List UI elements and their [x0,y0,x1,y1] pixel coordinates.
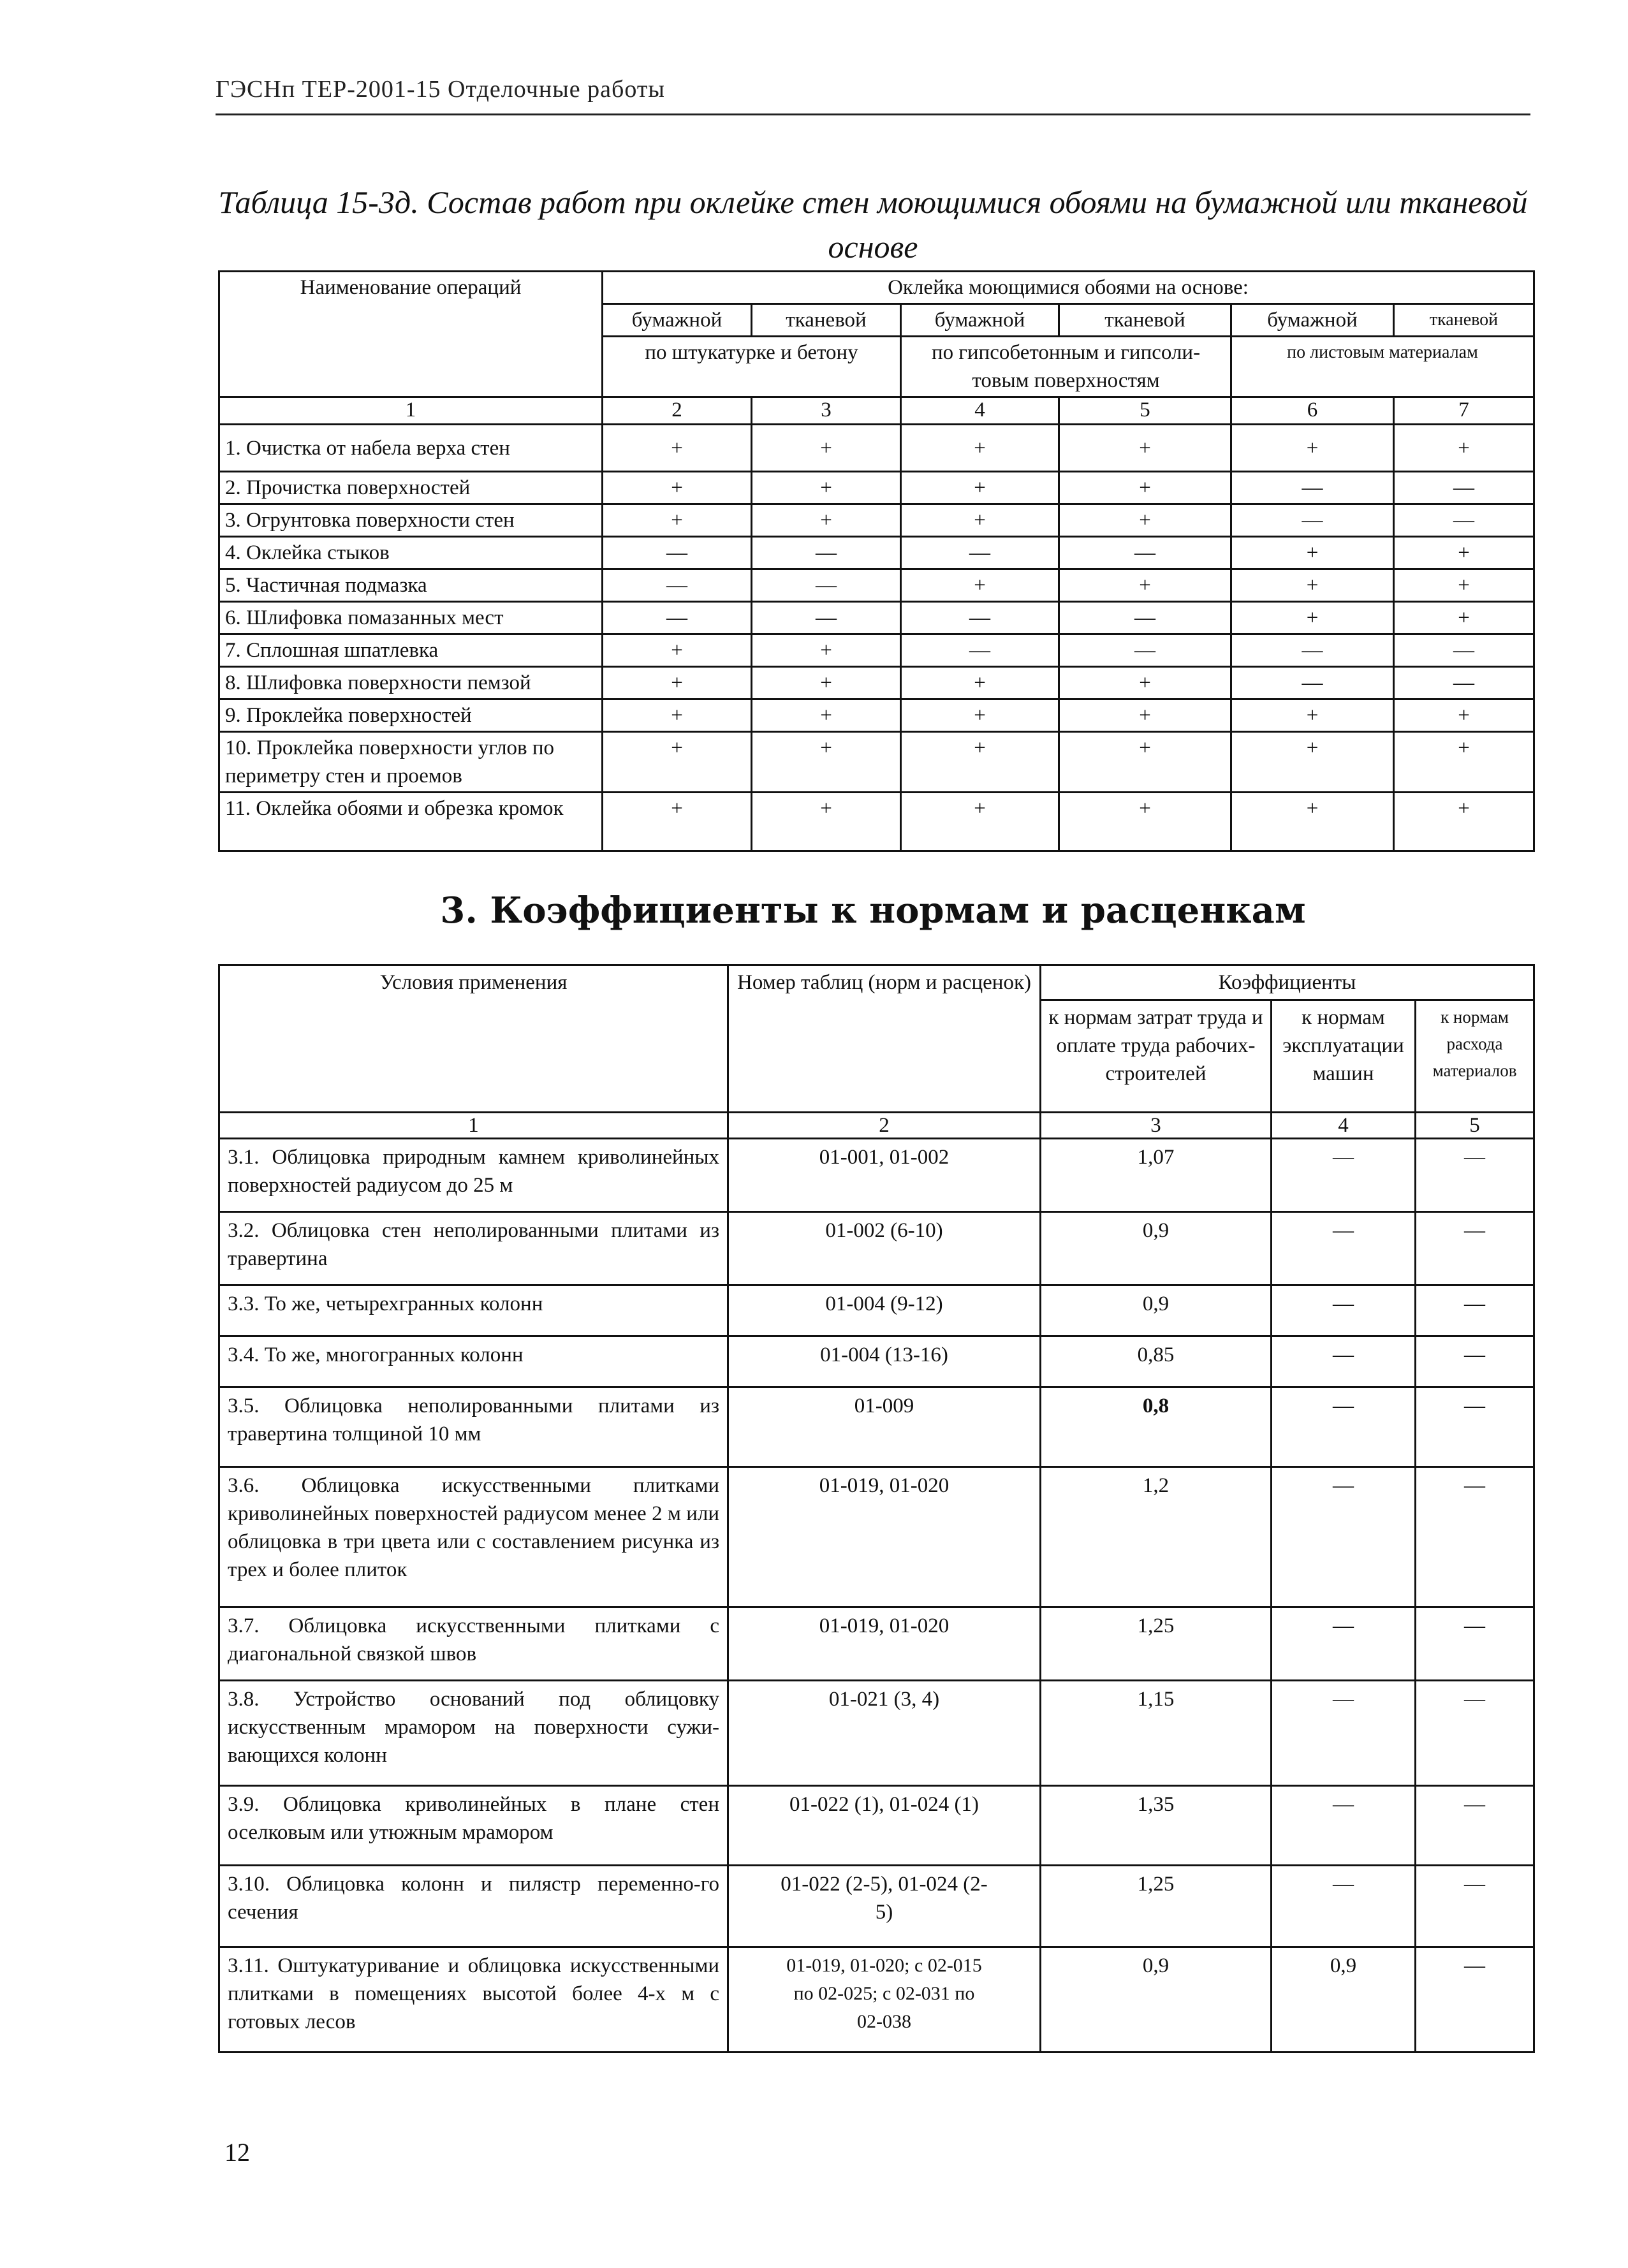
mark-cell: + [603,732,752,793]
mark-cell: + [1394,602,1534,634]
mark-cell: + [1059,793,1231,851]
head-base: тканевой [752,304,901,337]
materials-coef: — [1416,1212,1534,1285]
head-base: бумажной [901,304,1059,337]
mark-cell: + [1059,667,1231,699]
table-row [219,504,1534,537]
operation-name: 10. Проклейка поверхности углов по периметру стен и проемов [219,732,603,793]
col-number: 5 [1416,1113,1534,1139]
materials-coef: — [1416,1336,1534,1387]
materials-coef: — [1416,1786,1534,1866]
table-row [219,667,1534,699]
table-row [219,793,1534,851]
operation-name: 8. Шлифовка поверхности пемзой [219,667,603,699]
table-row [219,537,1534,569]
mark-cell: + [1059,504,1231,537]
col-number: 1 [219,1113,728,1139]
condition-text: 3.2. Облицовка стен неполированными плитами из травертина [219,1212,728,1285]
coefficients-table [218,964,1535,2053]
mark-cell: + [752,425,901,472]
labor-coef: 1,2 [1041,1467,1272,1607]
mark-cell: + [1394,699,1534,732]
table-row [219,425,1534,472]
labor-coef: 1,25 [1041,1607,1272,1681]
head-base: тканевой [1394,304,1534,337]
mark-cell: — [1231,667,1394,699]
operation-name: 4. Оклейка стыков [219,537,603,569]
table-row [219,1212,1534,1285]
table-row [219,699,1534,732]
machines-coef: — [1272,1212,1416,1285]
mark-cell: — [1231,504,1394,537]
machines-coef: — [1272,1866,1416,1947]
operation-name: 6. Шлифовка помазанных мест [219,602,603,634]
operation-name: 7. Сплошная шпатлевка [219,634,603,667]
mark-cell: + [1059,569,1231,602]
mark-cell: — [1059,634,1231,667]
machines-coef: 0,9 [1272,1947,1416,2052]
mark-cell: + [752,472,901,504]
mark-cell: — [752,537,901,569]
mark-cell: + [603,793,752,851]
head-coefficients: Коэффициенты [1041,965,1534,1000]
materials-coef: — [1416,1866,1534,1947]
col-number: 5 [1059,397,1231,425]
mark-cell: + [603,472,752,504]
col-number: 3 [752,397,901,425]
mark-cell: + [1231,425,1394,472]
materials-coef: — [1416,1139,1534,1212]
table-row [219,634,1534,667]
table-row [219,732,1534,793]
mark-cell: + [1231,699,1394,732]
mark-cell: — [901,537,1059,569]
head-base: тканевой [1059,304,1231,337]
table-row [219,1866,1534,1947]
mark-cell: + [752,504,901,537]
mark-cell: + [1231,732,1394,793]
mark-cell: — [1231,634,1394,667]
head-surface: по листовым материалам [1231,337,1534,397]
operation-name: 2. Прочистка поверхностей [219,472,603,504]
col-number: 7 [1394,397,1534,425]
table-row [219,1285,1534,1336]
mark-cell: + [752,793,901,851]
mark-cell: — [603,537,752,569]
work-composition-table [218,270,1535,852]
mark-cell: — [603,602,752,634]
col-number: 1 [219,397,603,425]
machines-coef: — [1272,1681,1416,1786]
mark-cell: + [603,425,752,472]
condition-text: 3.3. То же, четырехгранных колонн [219,1285,728,1336]
table-row [219,1139,1534,1212]
head-table-numbers: Номер таблиц (норм и расценок) [728,965,1041,1113]
mark-cell: + [1059,425,1231,472]
mark-cell: + [1059,732,1231,793]
table-row [219,1947,1534,2052]
head-operations: Наименование операций [219,272,603,397]
mark-cell: + [752,667,901,699]
materials-coef: — [1416,1285,1534,1336]
table-row [219,1467,1534,1607]
mark-cell: + [603,634,752,667]
machines-coef: — [1272,1285,1416,1336]
mark-cell: + [901,504,1059,537]
materials-coef: — [1416,1467,1534,1607]
mark-cell: — [1394,472,1534,504]
table-numbers: 01-002 (6-10) [728,1212,1041,1285]
table-row [219,602,1534,634]
labor-coef: 0,9 [1041,1212,1272,1285]
machines-coef: — [1272,1467,1416,1607]
mark-cell: + [901,472,1059,504]
materials-coef: — [1416,1607,1534,1681]
mark-cell: + [603,504,752,537]
machines-coef: — [1272,1387,1416,1467]
mark-cell: + [1059,472,1231,504]
labor-coef: 1,25 [1041,1866,1272,1947]
mark-cell: — [603,569,752,602]
operation-name: 3. Огрунтовка поверхности стен [219,504,603,537]
operation-name: 1. Очистка от набела верха стен [219,425,603,472]
head-surface: по штукатурке и бетону [603,337,901,397]
table-row [219,472,1534,504]
mark-cell: + [752,699,901,732]
col-number: 2 [603,397,752,425]
mark-cell: + [603,667,752,699]
mark-cell: + [901,425,1059,472]
labor-coef: 0,9 [1041,1947,1272,2052]
mark-cell: — [1059,602,1231,634]
section-title: 3. Коэффициенты к нормам и расценкам [440,889,1306,932]
mark-cell: — [1394,667,1534,699]
mark-cell: + [752,634,901,667]
condition-text: 3.6. Облицовка искусственными плитками криволинейных поверхностей радиусом менее 2 м или облицовка в три цвета или с составлением рисунка из трех и более плиток [219,1467,728,1607]
head-wallpaper-group: Оклейка моющимися обоями на основе: [603,272,1534,304]
mark-cell: + [901,569,1059,602]
condition-text: 3.8. Устройство оснований под облицовку искусственным мрамором на поверхности сужи-вающихся колонн [219,1681,728,1786]
mark-cell: + [1231,537,1394,569]
labor-coef: 1,15 [1041,1681,1272,1786]
mark-cell: + [901,699,1059,732]
mark-cell: + [1231,569,1394,602]
operation-name: 5. Частичная подмазка [219,569,603,602]
head-materials: к нормам расхода материалов [1416,1000,1534,1113]
col-number: 4 [1272,1113,1416,1139]
running-header: ГЭСНп ТЕР-2001-15 Отделочные работы [216,76,665,103]
table-numbers: 01-019, 01-020; с 02-015 по 02-025; с 02-031 по 02-038 [728,1947,1041,2052]
machines-coef: — [1272,1607,1416,1681]
machines-coef: — [1272,1786,1416,1866]
table1-caption: Таблица 15-3д. Состав работ при оклейке стен моющимися обоями на бумажной или тканевой основе [218,184,1528,265]
materials-coef: — [1416,1947,1534,2052]
condition-text: 3.4. То же, многогранных колонн [219,1336,728,1387]
table-numbers: 01-019, 01-020 [728,1607,1041,1681]
mark-cell: + [901,667,1059,699]
labor-coef: 0,85 [1041,1336,1272,1387]
head-labor: к нормам затрат труда и оплате труда рабочих-строителей [1041,1000,1272,1113]
table-numbers: 01-004 (13-16) [728,1336,1041,1387]
mark-cell: + [901,793,1059,851]
materials-coef: — [1416,1681,1534,1786]
header-rule [216,113,1530,115]
table-row [219,1786,1534,1866]
table-numbers: 01-019, 01-020 [728,1467,1041,1607]
mark-cell: — [1231,472,1394,504]
machines-coef: — [1272,1139,1416,1212]
mark-cell: + [1394,537,1534,569]
table-numbers: 01-022 (1), 01-024 (1) [728,1786,1041,1866]
table-numbers: 01-022 (2-5), 01-024 (2-5) [728,1866,1041,1947]
table-row [219,1681,1534,1786]
condition-text: 3.1. Облицовка природным камнем криволинейных поверхностей радиусом до 25 м [219,1139,728,1212]
mark-cell: — [752,602,901,634]
mark-cell: — [1394,634,1534,667]
head-base: бумажной [603,304,752,337]
col-number: 4 [901,397,1059,425]
mark-cell: + [901,732,1059,793]
condition-text: 3.11. Оштукатуривание и облицовка искусственными плитками в помещениях высотой более 4-х м с готовых лесов [219,1947,728,2052]
mark-cell: + [1394,425,1534,472]
machines-coef: — [1272,1336,1416,1387]
head-machines: к нормам эксплуатации машин [1272,1000,1416,1113]
labor-coef: 0,8 [1041,1387,1272,1467]
mark-cell: — [1059,537,1231,569]
condition-text: 3.9. Облицовка криволинейных в плане стен оселковым или утюжным мрамором [219,1786,728,1866]
labor-coef: 1,07 [1041,1139,1272,1212]
mark-cell: + [1231,602,1394,634]
table-numbers: 01-004 (9-12) [728,1285,1041,1336]
table-row [219,1387,1534,1467]
mark-cell: + [1231,793,1394,851]
labor-coef: 0,9 [1041,1285,1272,1336]
operation-name: 9. Проклейка поверхностей [219,699,603,732]
mark-cell: — [1394,504,1534,537]
col-number: 3 [1041,1113,1272,1139]
materials-coef: — [1416,1387,1534,1467]
head-surface: по гипсобетонным и гипсоли-товым поверхностям [901,337,1231,397]
mark-cell: + [1394,793,1534,851]
table-row [219,1336,1534,1387]
table-numbers: 01-001, 01-002 [728,1139,1041,1212]
table-row [219,1607,1534,1681]
col-number: 2 [728,1113,1041,1139]
table-numbers: 01-009 [728,1387,1041,1467]
mark-cell: — [752,569,901,602]
head-base: бумажной [1231,304,1394,337]
col-number: 6 [1231,397,1394,425]
operation-name: 11. Оклейка обоями и обрезка кромок [219,793,603,851]
mark-cell: + [752,732,901,793]
mark-cell: + [1394,732,1534,793]
mark-cell: — [901,634,1059,667]
table-numbers: 01-021 (3, 4) [728,1681,1041,1786]
mark-cell: + [1059,699,1231,732]
table-row [219,569,1534,602]
mark-cell: + [603,699,752,732]
labor-coef: 1,35 [1041,1786,1272,1866]
head-conditions: Условия применения [219,965,728,1113]
mark-cell: + [1394,569,1534,602]
condition-text: 3.7. Облицовка искусственными плитками с диагональной связкой швов [219,1607,728,1681]
mark-cell: — [901,602,1059,634]
condition-text: 3.5. Облицовка неполированными плитами из травертина толщиной 10 мм [219,1387,728,1467]
condition-text: 3.10. Облицовка колонн и пилястр переменно-го сечения [219,1866,728,1947]
page-number: 12 [224,2138,250,2167]
